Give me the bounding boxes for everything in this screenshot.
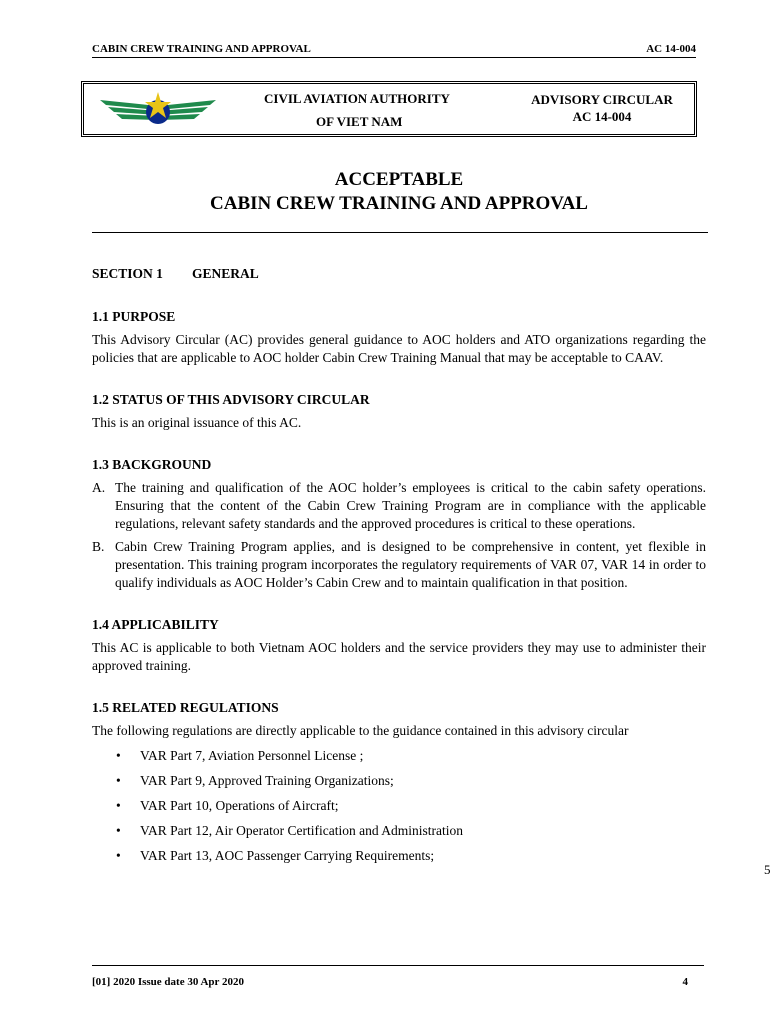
background-item bbox=[92, 538, 706, 592]
authority-name-line1: CIVIL AVIATION AUTHORITY bbox=[264, 91, 450, 106]
regulation-item-text: VAR Part 13, AOC Passenger Carrying Requirements; bbox=[140, 848, 435, 863]
bullet-icon: • bbox=[116, 848, 121, 863]
background-item-text: The training and qualification of the AOC holder’s employees is critical to the cabin safety operations. Ensuring that the content of the Cabin Crew Training Program are in compliance with the applicable regulations, relevant safety standards and the approved procedures is critical to these operations. bbox=[115, 480, 706, 531]
regulation-item bbox=[116, 847, 706, 865]
status-text: This is an original issuance of this AC. bbox=[92, 415, 302, 430]
regulation-item bbox=[116, 797, 706, 815]
regulation-item bbox=[116, 822, 706, 840]
background-item bbox=[92, 479, 706, 533]
bullet-icon: • bbox=[116, 773, 121, 788]
regulation-item bbox=[116, 772, 706, 790]
running-header-doc-number: AC 14-004 bbox=[646, 43, 696, 55]
circular-label-line1: ADVISORY CIRCULAR bbox=[531, 92, 673, 107]
section-number: SECTION 1 bbox=[92, 266, 163, 281]
page-number: 4 bbox=[682, 976, 688, 988]
footer-divider bbox=[92, 965, 704, 966]
related-regulations-intro: The following regulations are directly applicable to the guidance contained in this advisory circular bbox=[92, 723, 629, 738]
section-name: GENERAL bbox=[192, 266, 259, 281]
regulation-item bbox=[116, 747, 706, 765]
background-heading: 1.3 BACKGROUND bbox=[92, 457, 212, 472]
bullet-icon: • bbox=[116, 748, 121, 763]
page-footer bbox=[92, 976, 688, 988]
edge-page-mark: 5 bbox=[764, 862, 771, 877]
document-body bbox=[92, 265, 706, 872]
title-divider bbox=[92, 232, 708, 233]
list-marker: A. bbox=[92, 480, 106, 495]
regulations-list bbox=[92, 747, 706, 865]
regulation-item-text: VAR Part 12, Air Operator Certification and Administration bbox=[140, 823, 463, 838]
document-title bbox=[92, 168, 706, 216]
document-title-line2: CABIN CREW TRAINING AND APPROVAL bbox=[210, 193, 588, 214]
purpose-text: This Advisory Circular (AC) provides general guidance to AOC holders and ATO organizations regarding the policies that are applicable to AOC holder Cabin Crew Training Manual that may be acceptable to CAAV. bbox=[92, 332, 706, 365]
bullet-icon: • bbox=[116, 798, 121, 813]
regulation-item-text: VAR Part 7, Aviation Personnel License ; bbox=[140, 748, 364, 763]
background-item-text: Cabin Crew Training Program applies, and is designed to be comprehensive in content, yet flexible in presentation. This training program incorporates the regulatory requirements of VAR 07, VAR 14 in order to qualify individuals as AOC Holder’s Cabin Crew and to maintain qualification in that position. bbox=[115, 539, 706, 590]
applicability-text: This AC is applicable to both Vietnam AOC holders and the service providers they may use to administer their approved training. bbox=[92, 640, 706, 673]
regulation-item-text: VAR Part 9, Approved Training Organizations; bbox=[140, 773, 394, 788]
document-title-line1: ACCEPTABLE bbox=[334, 169, 464, 190]
running-header bbox=[92, 43, 696, 58]
related-regulations-heading: 1.5 RELATED REGULATIONS bbox=[92, 700, 279, 715]
header-box bbox=[81, 81, 697, 137]
regulation-item-text: VAR Part 10, Operations of Aircraft; bbox=[140, 798, 339, 813]
applicability-heading: 1.4 APPLICABILITY bbox=[92, 617, 219, 632]
authority-name-line2: OF VIET NAM bbox=[316, 114, 403, 129]
purpose-heading: 1.1 PURPOSE bbox=[92, 309, 176, 324]
circular-label bbox=[512, 91, 692, 125]
bullet-icon: • bbox=[116, 823, 121, 838]
issue-date: [01] 2020 Issue date 30 Apr 2020 bbox=[92, 976, 244, 988]
circular-label-line2: AC 14-004 bbox=[572, 109, 632, 124]
list-marker: B. bbox=[92, 539, 105, 554]
caav-logo-icon bbox=[96, 90, 220, 130]
section-heading bbox=[92, 265, 706, 283]
running-header-title: CABIN CREW TRAINING AND APPROVAL bbox=[92, 43, 311, 55]
background-list bbox=[92, 479, 706, 592]
status-heading: 1.2 STATUS OF THIS ADVISORY CIRCULAR bbox=[92, 392, 370, 407]
